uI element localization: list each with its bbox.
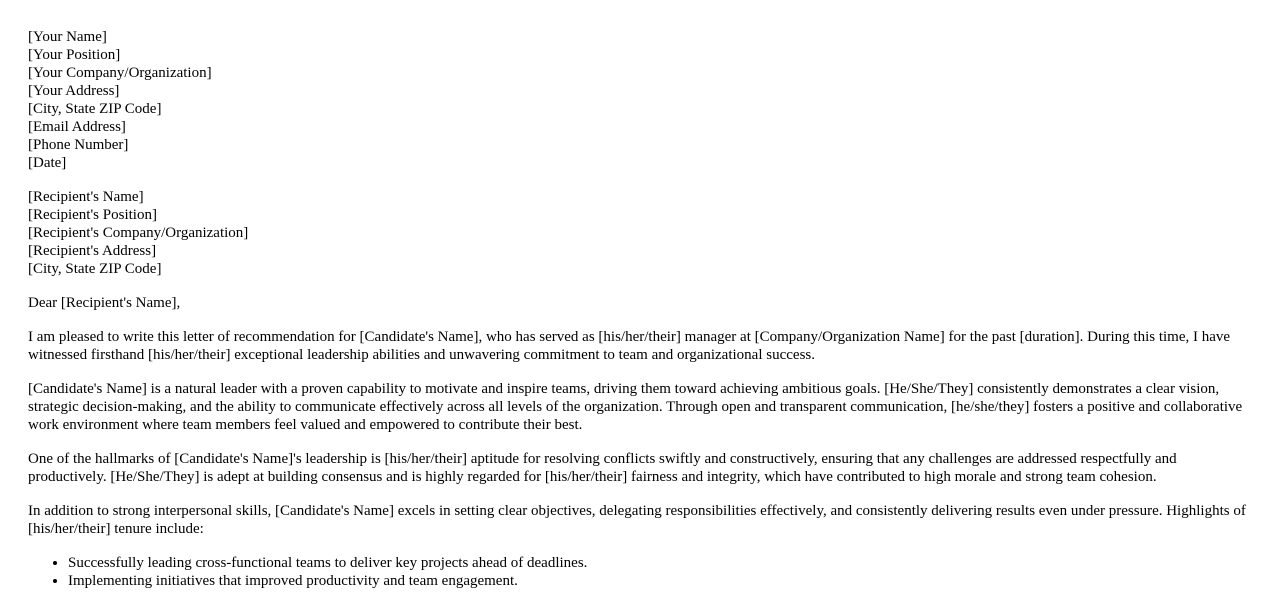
sender-address: [Your Address] (28, 83, 120, 99)
recipient-city-state-zip: [City, State ZIP Code] (28, 261, 162, 277)
sender-name: [Your Name] (28, 29, 107, 45)
sender-city-state-zip: [City, State ZIP Code] (28, 101, 162, 117)
recipient-address-block (28, 188, 1250, 278)
highlights-list (28, 554, 1250, 590)
sender-address-block (28, 28, 1250, 172)
list-item: • Successfully leading cross-functional teams to deliver key projects ahead of deadlines. (68, 554, 1250, 572)
sender-company: [Your Company/Organization] (28, 65, 212, 81)
body-paragraph-conflict-resolution: One of the hallmarks of [Candidate's Name]'s leadership is [his/her/their] aptitude for resolving conflicts swiftly and constructively, ensuring that any challenges are addressed respectfully and productively. [He/She/They] is adept at building consensus and is highly regarded for [his/her/their] fairness and integrity, which have contributed to high morale and strong team cohesion. (28, 451, 1177, 485)
list-item: • Implementing initiatives that improved productivity and team engagement. (68, 572, 1250, 590)
sender-email: [Email Address] (28, 119, 126, 135)
recipient-company: [Recipient's Company/Organization] (28, 225, 249, 241)
body-paragraph-intro: I am pleased to write this letter of recommendation for [Candidate's Name], who has served as [his/her/their] manager at [Company/Organization Name] for the past [duration]. During this time, I have witnessed firsthand [his/her/their] exceptional leadership abilities and unwavering commitment to team and organizational success. (28, 329, 1231, 363)
body-paragraph-leadership: [Candidate's Name] is a natural leader with a proven capability to motivate and inspire teams, driving them toward achieving ambitious goals. [He/She/They] consistently demonstrates a clear vision, strategic decision-making, and the ability to communicate effectively across all levels of the organization. Through open and transparent communication, [he/she/they] fosters a positive and collaborative work environment where team members feel valued and empowered to contribute their best. (28, 381, 1243, 433)
recipient-position: [Recipient's Position] (28, 207, 157, 223)
sender-phone: [Phone Number] (28, 137, 129, 153)
letter-page (28, 28, 1250, 590)
salutation: Dear [Recipient's Name], (28, 295, 181, 311)
letter-date: [Date] (28, 155, 67, 171)
recipient-name: [Recipient's Name] (28, 189, 144, 205)
sender-position: [Your Position] (28, 47, 121, 63)
recipient-address: [Recipient's Address] (28, 243, 157, 259)
body-paragraph-skills: In addition to strong interpersonal skills, [Candidate's Name] excels in setting clear objectives, delegating responsibilities effectively, and consistently delivering results even under pressure. Highlights of [his/her/their] tenure include: (28, 503, 1246, 537)
